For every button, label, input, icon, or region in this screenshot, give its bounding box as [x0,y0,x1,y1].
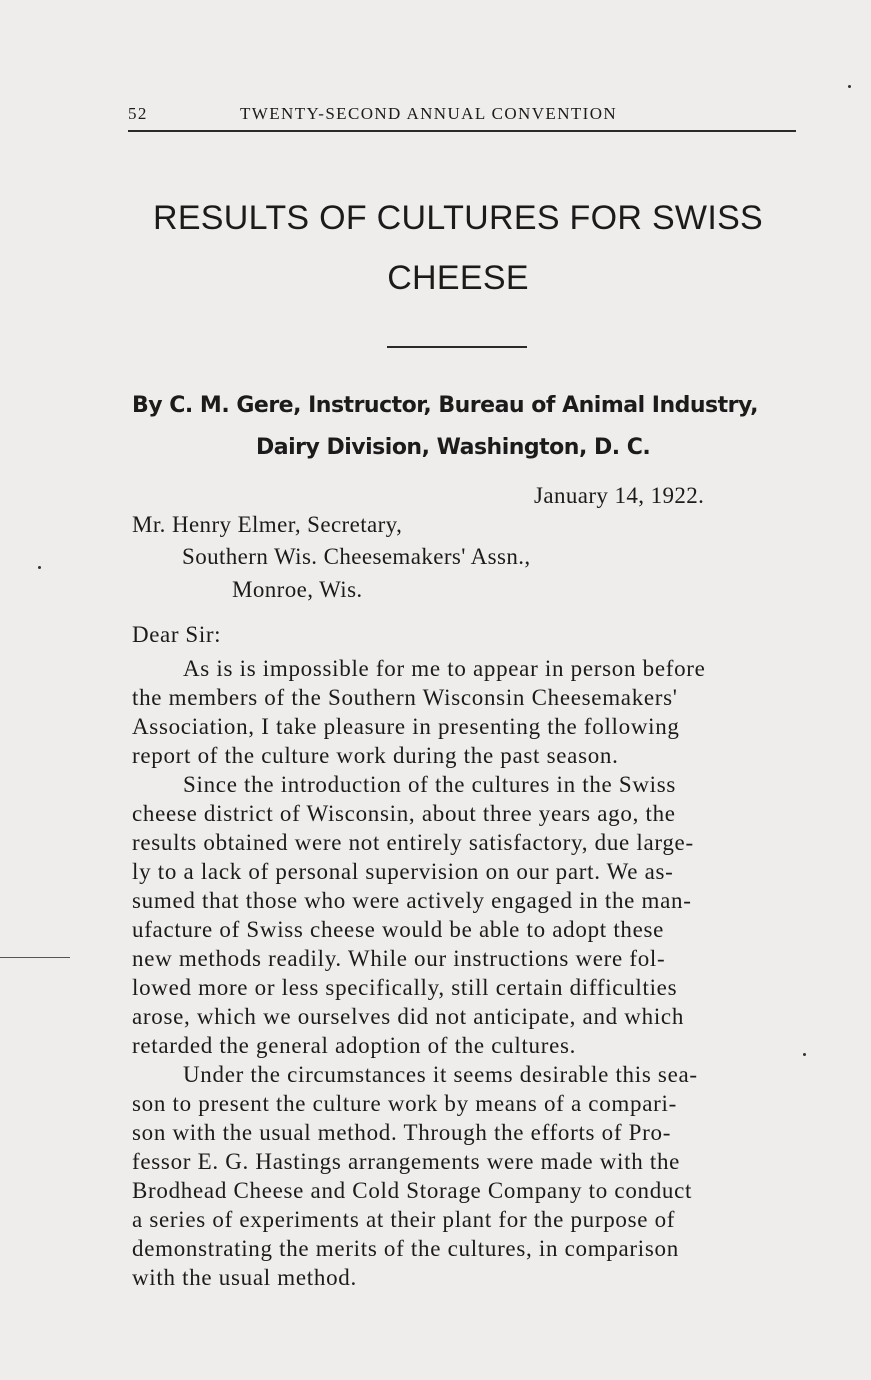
body-text-line: Under the circumstances it seems desirable this sea- [183,1062,698,1087]
address-line: Mr. Henry Elmer, Secretary, [132,512,403,537]
page-header [128,104,793,128]
scan-speck [38,566,41,569]
body-text-line: cheese district of Wisconsin, about three years ago, the [132,801,676,826]
page-number: 52 [128,104,148,123]
body-text-line: ly to a lack of personal supervision on our part. We as- [132,859,674,884]
body-text-line: Brodhead Cheese and Cold Storage Company to conduct [132,1178,693,1203]
body-text-line: report of the culture work during the past season. [132,743,619,768]
body-text-line: new methods readily. While our instructions were fol- [132,946,666,971]
scan-speck [848,85,851,88]
body-text-line: fessor E. G. Hastings arrangements were made with the [132,1149,681,1174]
body-text-line: arose, which we ourselves did not anticipate, and which [132,1004,685,1029]
body-text-line: a series of experiments at their plant for the purpose of [132,1207,676,1232]
body-text-line: retarded the general adoption of the cultures. [132,1033,577,1058]
running-title: TWENTY-SECOND ANNUAL CONVENTION [240,104,618,123]
letter-date: January 14, 1922. [534,483,705,508]
body-text-line: Association, I take pleasure in presenting the following [132,714,680,739]
body-text-line: Since the introduction of the cultures in the Swiss [183,772,677,797]
body-text-line: As is is impossible for me to appear in person before [183,656,706,681]
salutation: Dear Sir: [132,622,222,647]
body-text-line: with the usual method. [132,1265,357,1290]
margin-mark [0,957,70,958]
address-line: Monroe, Wis. [232,577,363,602]
body-text-line: demonstrating the merits of the cultures, in comparison [132,1236,679,1261]
byline-line-1: By C. M. Gere, Instructor, Bureau of Animal Industry, [132,393,759,418]
article-title-line-2: CHEESE [387,259,529,297]
scan-speck [803,1053,806,1056]
body-text-line: results obtained were not entirely satisfactory, due large- [132,830,694,855]
header-rule [128,130,796,132]
body-text-line: ufacture of Swiss cheese would be able to adopt these [132,917,665,942]
title-divider [387,346,527,348]
body-text-line: sumed that those who were actively engaged in the man- [132,888,692,913]
body-text-line: the members of the Southern Wisconsin Cheesemakers' [132,685,678,710]
body-text-line: son with the usual method. Through the efforts of Pro- [132,1120,672,1145]
address-line: Southern Wis. Cheesemakers' Assn., [182,544,531,569]
byline-line-2: Dairy Division, Washington, D. C. [256,435,651,460]
body-text-line: son to present the culture work by means of a compari- [132,1091,677,1116]
body-text-line: lowed more or less specifically, still certain difficulties [132,975,678,1000]
article-title-line-1: RESULTS OF CULTURES FOR SWISS [152,199,764,237]
